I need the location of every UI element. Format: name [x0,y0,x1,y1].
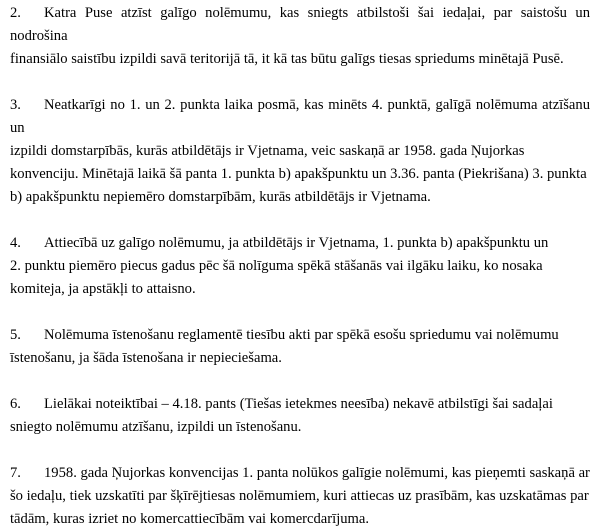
document-body [10,2,590,531]
paragraph-number: 7. [10,465,21,481]
paragraph-line: 3. Neatkarīgi no 1. un 2. punkta laika posmā, kas minēts 4. punktā, galīgā nolēmuma atzīšanu un [10,94,590,140]
paragraph-line: šo iedaļu, tiek uzskatīti par šķīrējtiesas nolēmumiem, kuri attiecas uz prasībām, kas uzskatāmas par [10,488,589,504]
paragraph-line: 6. Lielākai noteiktībai – 4.18. pants (Tiešas ietekmes neesība) nekavē atbilstīgi šai sadaļai [10,393,590,416]
paragraph-3 [10,94,590,209]
paragraph-line: īstenošanu, ja šāda īstenošana ir nepieciešama. [10,350,282,366]
paragraph-7 [10,462,590,531]
paragraph-line: 2. Katra Puse atzīst galīgo nolēmumu, kas sniegts atbilstoši šai iedaļai, par saistošu un nodrošina [10,2,590,48]
paragraph-line: 2. punktu piemēro piecus gadus pēc šā nolīguma spēkā stāšanās vai ilgāku laiku, ko nosaka [10,258,543,274]
paragraph-line: izpildi domstarpībās, kurās atbildētājs ir Vjetnama, veic saskaņā ar 1958. gada Ņujorkas [10,143,525,159]
paragraph-line: tādām, kuras izriet no komercattiecībām vai komercdarījuma. [10,511,370,527]
paragraph-line: konvenciju. Minētajā laikā šā panta 1. punkta b) apakšpunktu un 3.36. panta (Piekrišana) 3. punkta [10,166,587,182]
paragraph-line: 4. Attiecībā uz galīgo nolēmumu, ja atbildētājs ir Vjetnama, 1. punkta b) apakšpunktu un [10,232,590,255]
paragraph-line: komiteja, ja apstākļi to attaisno. [10,281,196,297]
paragraph-number: 5. [10,327,21,343]
paragraph-line: sniegto nolēmumu atzīšanu, izpildi un īstenošanu. [10,419,302,435]
paragraph-5 [10,324,590,370]
paragraph-4 [10,232,590,301]
paragraph-number: 3. [10,97,21,113]
paragraph-number: 2. [10,5,21,21]
paragraph-line: finansiālo saistību izpildi savā teritorijā tā, it kā tas būtu galīgs tiesas spriedums minētajā Pusē. [10,51,564,67]
paragraph-line: 5. Nolēmuma īstenošanu reglamentē tiesību akti par spēkā esošu spriedumu vai nolēmumu [10,324,590,347]
paragraph-line: 7. 1958. gada Ņujorkas konvencijas 1. panta nolūkos galīgie nolēmumi, kas pieņemti saskaņā ar [10,462,590,485]
paragraph-6 [10,393,590,439]
paragraph-line: b) apakšpunktu nepiemēro domstarpībām, kurās atbildētājs ir Vjetnama. [10,189,431,205]
paragraph-number: 6. [10,396,21,412]
paragraph-2 [10,2,590,71]
paragraph-number: 4. [10,235,21,251]
